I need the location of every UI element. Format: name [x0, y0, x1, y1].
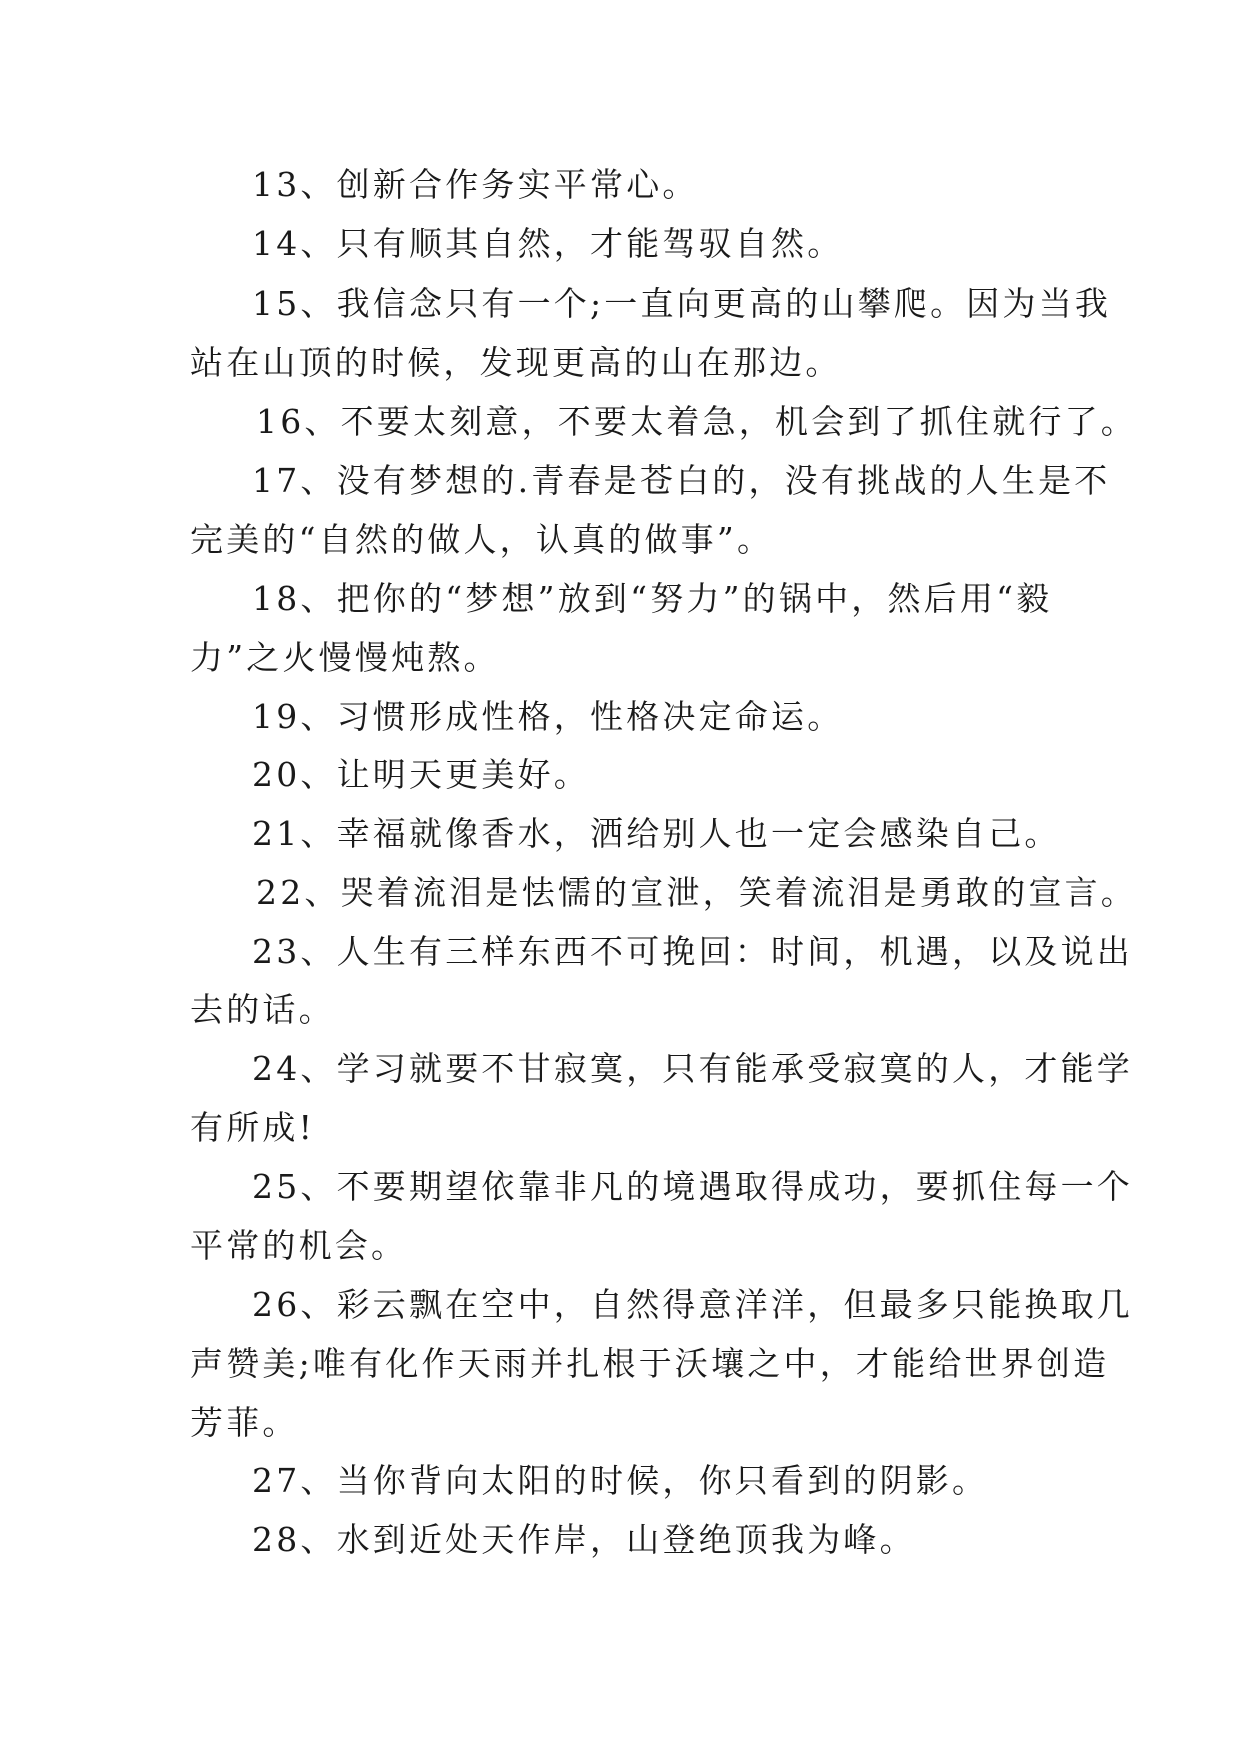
quote-19-line: 19、习惯形成性格，性格决定命运。	[252, 697, 844, 736]
quote-23-line: 23、人生有三样东西不可挽回：时间，机遇，以及说出	[252, 932, 1133, 971]
quote-25-line: 25、不要期望依靠非凡的境遇取得成功，要抓住每一个	[252, 1167, 1133, 1206]
quote-28-line: 28、水到近处天作岸，山登绝顶我为峰。	[252, 1520, 916, 1559]
quote-15-line: 15、我信念只有一个;一直向更高的山攀爬。因为当我	[252, 284, 1112, 323]
quote-18-continuation: 力”之火慢慢炖熬。	[190, 638, 500, 677]
quote-26-continuation-2: 芳菲。	[190, 1403, 299, 1442]
quote-17-line: 17、没有梦想的.青春是苍白的，没有挑战的人生是不	[252, 461, 1111, 500]
quote-13-line: 13、创新合作务实平常心。	[252, 165, 699, 204]
quote-17-continuation: 完美的“自然的做人，认真的做事”。	[190, 520, 774, 559]
quote-16-line: 16、不要太刻意，不要太着急，机会到了抓住就行了。	[256, 402, 1137, 441]
quote-26-line: 26、彩云飘在空中，自然得意洋洋，但最多只能换取几	[252, 1285, 1133, 1324]
quote-25-continuation: 平常的机会。	[190, 1226, 408, 1265]
quote-18-line: 18、把你的“梦想”放到“努力”的锅中，然后用“毅	[252, 579, 1053, 618]
quote-14-line: 14、只有顺其自然，才能驾驭自然。	[252, 224, 844, 263]
quote-27-line: 27、当你背向太阳的时候，你只看到的阴影。	[252, 1461, 989, 1500]
quote-20-line: 20、让明天更美好。	[252, 755, 590, 794]
quote-26-continuation: 声赞美;唯有化作天雨并扎根于沃壤之中，才能给世界创造	[190, 1344, 1110, 1383]
quote-24-continuation: 有所成!	[190, 1108, 316, 1147]
quote-22-line: 22、哭着流泪是怯懦的宣泄，笑着流泪是勇敢的宣言。	[256, 873, 1137, 912]
quote-23-continuation: 去的话。	[190, 990, 335, 1029]
quote-21-line: 21、幸福就像香水，洒给别人也一定会感染自己。	[252, 814, 1061, 853]
quote-24-line: 24、学习就要不甘寂寞，只有能承受寂寞的人，才能学	[252, 1049, 1133, 1088]
quote-15-continuation: 站在山顶的时候，发现更高的山在那边。	[190, 343, 842, 382]
